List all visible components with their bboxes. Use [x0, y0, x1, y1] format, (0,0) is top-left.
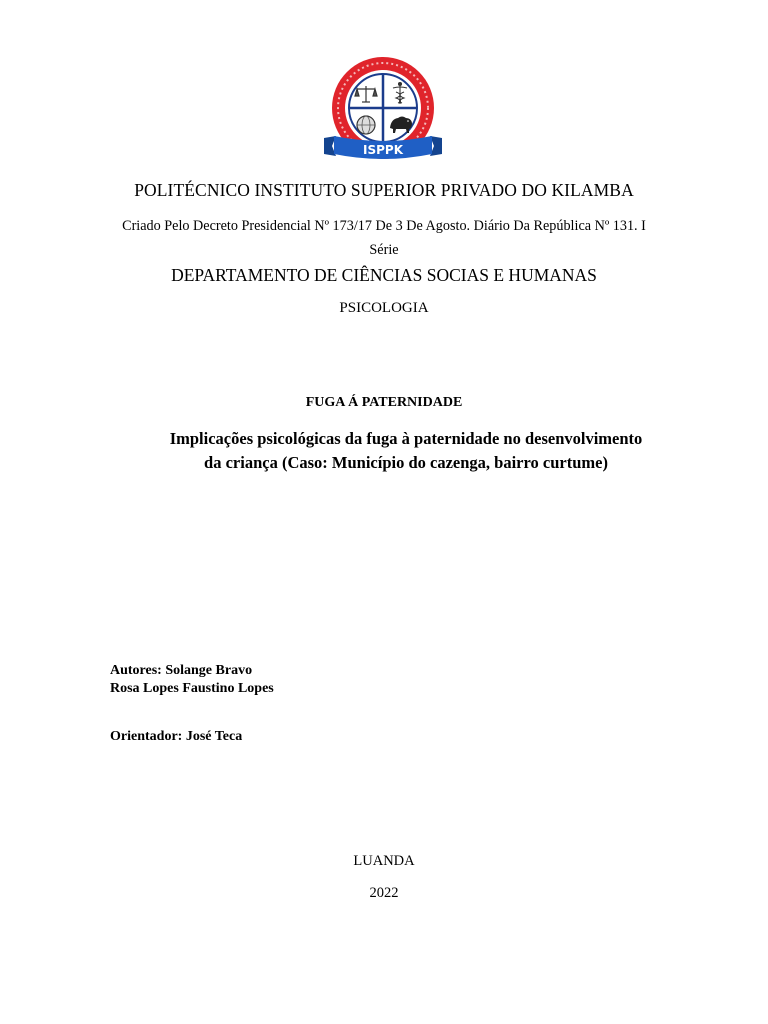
advisor-line: Orientador: José Teca	[110, 729, 243, 744]
work-title: FUGA Á PATERNIDADE	[305, 395, 463, 410]
authors-block	[110, 662, 274, 698]
isppk-logo	[318, 56, 448, 168]
department-name: DEPARTAMENTO DE CIÊNCIAS SOCIAS E HUMANAS	[171, 265, 597, 285]
year: 2022	[369, 885, 399, 901]
globe-seal-icon	[357, 116, 375, 134]
authors-line-1: Autores: Solange Bravo	[110, 663, 253, 678]
work-subtitle: Implicações psicológicas da fuga à paternidade no desenvolvimento da criança (Caso: Município do cazenga, bairro curtume)	[169, 429, 643, 472]
city: LUANDA	[353, 853, 415, 869]
decree-line: Criado Pelo Decreto Presidencial Nº 173/17 De 3 De Agosto. Diário Da República Nº 131. I Série	[122, 218, 646, 258]
authors-line-2: Rosa Lopes Faustino Lopes	[110, 681, 274, 696]
institute-name: POLITÉCNICO INSTITUTO SUPERIOR PRIVADO DO KILAMBA	[134, 180, 634, 200]
logo-banner-text: ISPPK	[363, 143, 403, 157]
course-name: PSICOLOGIA	[339, 300, 429, 316]
